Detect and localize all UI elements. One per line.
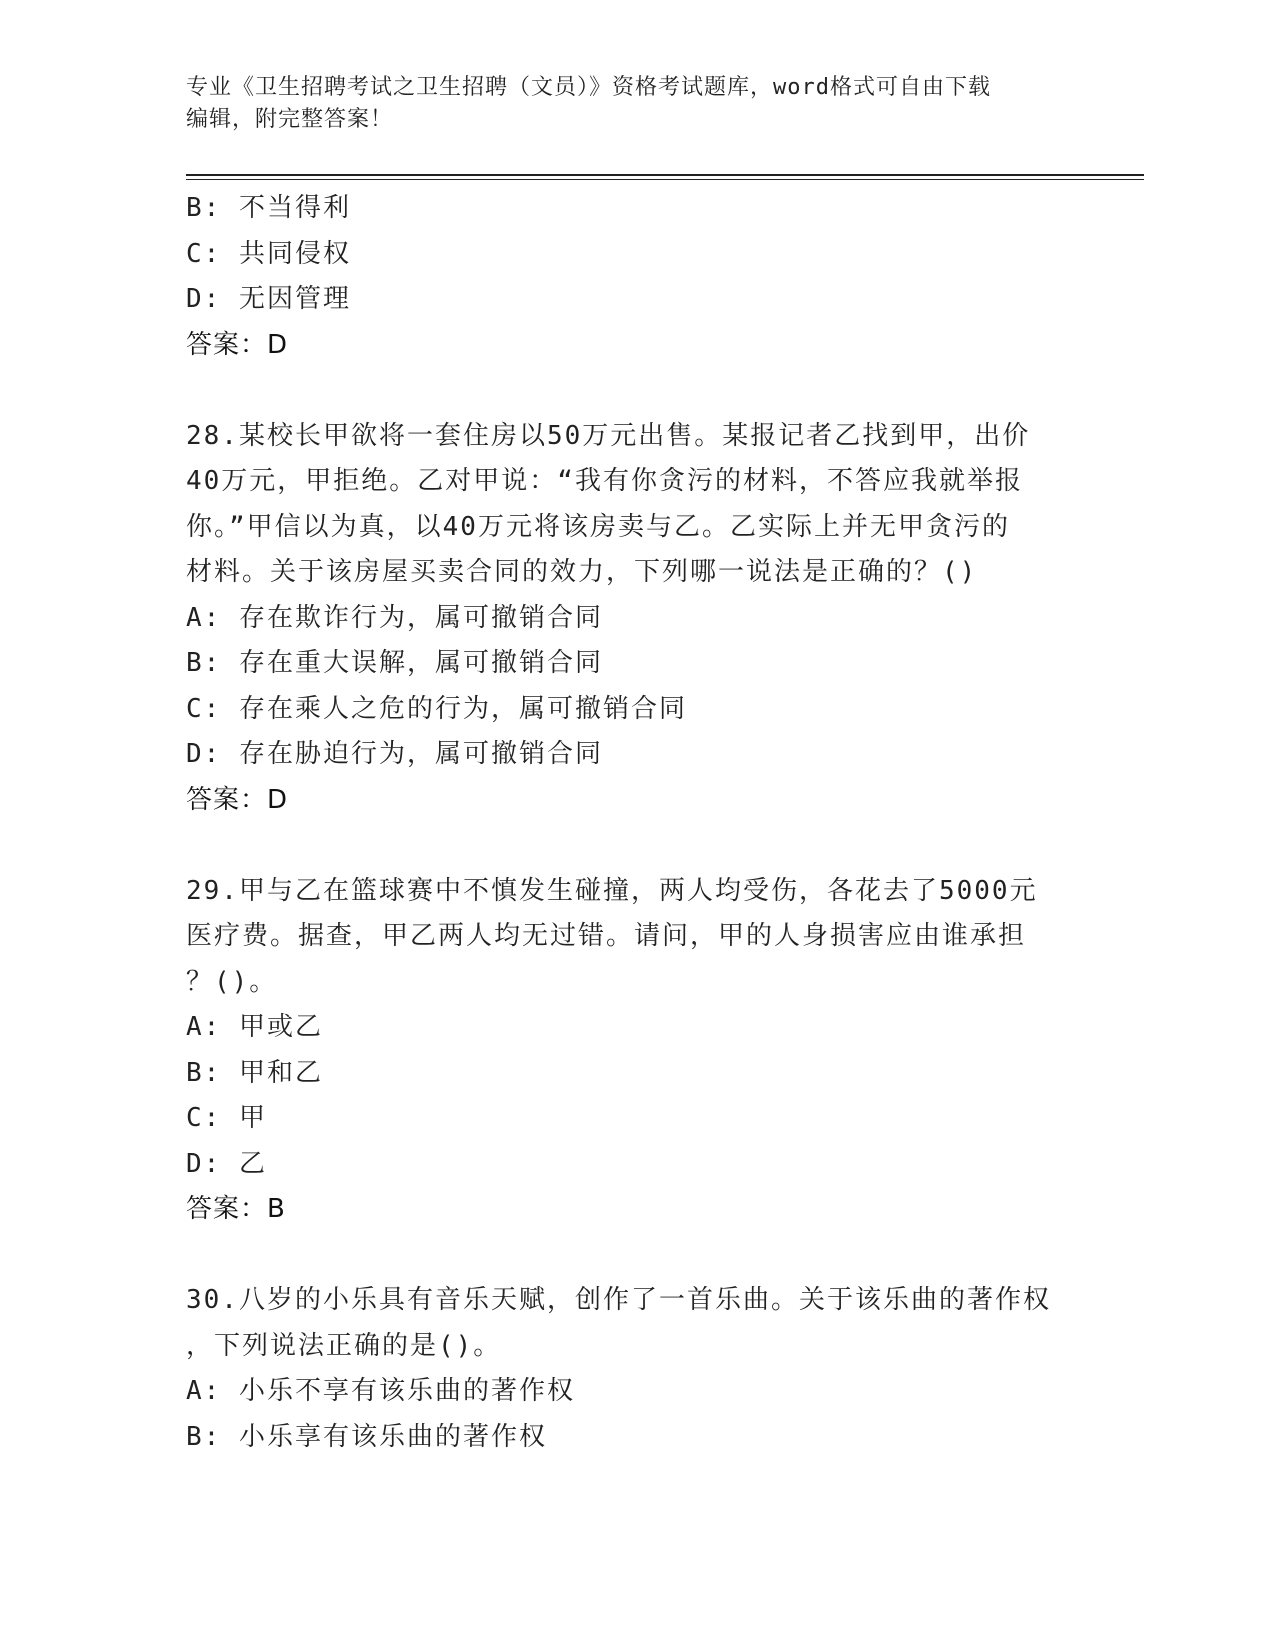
- option-a: A: 小乐不享有该乐曲的著作权: [186, 1376, 575, 1406]
- option-b: B: 甲和乙: [186, 1057, 323, 1088]
- option-a: A: 存在欺诈行为，属可撤销合同: [186, 602, 603, 633]
- option-b: B: 小乐享有该乐曲的著作权: [186, 1421, 547, 1452]
- header-rule-thin: [186, 179, 1144, 180]
- page-header: [186, 72, 1066, 136]
- question-text-line: ？()。: [186, 966, 278, 997]
- question-text-line: ，下列说法正确的是()。: [186, 1330, 502, 1361]
- option-c: C: 共同侵权: [186, 238, 351, 269]
- answer-label: 答案：D: [186, 784, 289, 815]
- header-rule-thick: [186, 174, 1144, 176]
- header-line-1: 专业《卫生招聘考试之卫生招聘（文员）》资格考试题库，word格式可自由下载: [186, 75, 991, 100]
- answer-label: 答案：D: [186, 329, 289, 360]
- option-c: C: 存在乘人之危的行为，属可撤销合同: [186, 693, 687, 724]
- question-28: [186, 414, 1086, 824]
- option-b: B: 不当得利: [186, 193, 351, 223]
- question-text-line: 医疗费。据查，甲乙两人均无过错。请问，甲的人身损害应由谁承担: [186, 921, 1027, 951]
- question-text-line: 29.甲与乙在篮球赛中不慎发生碰撞，两人均受伤，各花去了5000元: [186, 875, 1038, 906]
- question-text-line: 你。”甲信以为真，以40万元将该房卖与乙。乙实际上并无甲贪污的: [186, 511, 1010, 542]
- spacer: [186, 823, 1086, 869]
- option-b: B: 存在重大误解，属可撤销合同: [186, 648, 603, 678]
- option-d: D: 乙: [186, 1148, 267, 1179]
- answer-label: 答案：B: [186, 1194, 286, 1224]
- question-text-line: 40万元，甲拒绝。乙对甲说：“我有你贪污的材料，不答应我就举报: [186, 466, 1023, 496]
- question-content: [186, 186, 1086, 1460]
- option-c: C: 甲: [186, 1103, 267, 1133]
- question-30: [186, 1278, 1086, 1460]
- header-line-2: 编辑，附完整答案！: [186, 107, 394, 132]
- spacer: [186, 1233, 1086, 1279]
- question-text-line: 28.某校长甲欲将一套住房以50万元出售。某报记者乙找到甲，出价: [186, 420, 1031, 451]
- question-text-line: 30.八岁的小乐具有音乐天赋，创作了一首乐曲。关于该乐曲的著作权: [186, 1285, 1051, 1315]
- option-d: D: 存在胁迫行为，属可撤销合同: [186, 739, 603, 769]
- spacer: [186, 368, 1086, 414]
- question-27-tail: [186, 186, 1086, 368]
- question-29: [186, 869, 1086, 1233]
- option-d: D: 无因管理: [186, 284, 351, 314]
- question-text-line: 材料。关于该房屋买卖合同的效力，下列哪一说法是正确的？(): [186, 557, 978, 587]
- option-a: A: 甲或乙: [186, 1012, 323, 1042]
